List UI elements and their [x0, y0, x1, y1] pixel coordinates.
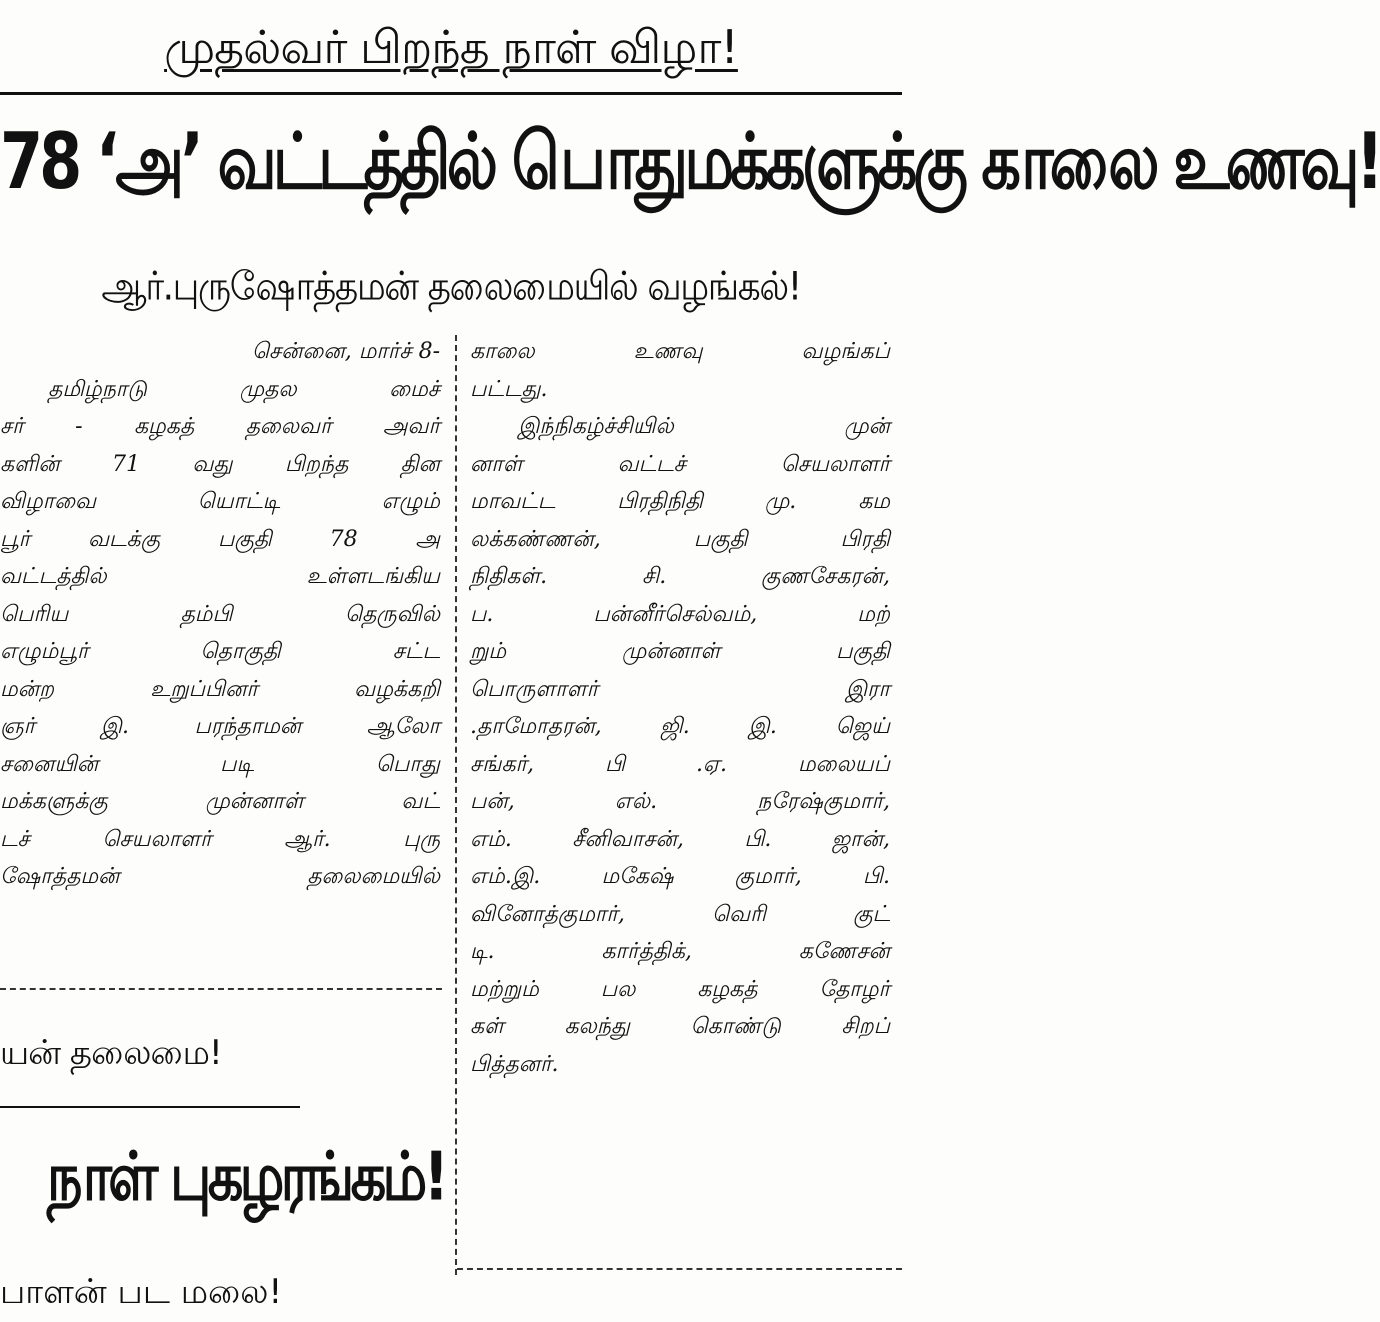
article-line: எம்.இ. மகேஷ் குமார், பி. [470, 864, 890, 889]
section-divider-left [0, 988, 442, 990]
article-right-column [470, 333, 890, 1083]
adjacent-article-rule [0, 1106, 300, 1108]
article-line: டச் செயலாளர் ஆர். புரு [0, 826, 440, 852]
article-line: பூர் வடக்கு பகுதி 78 அ [0, 526, 440, 552]
article-line: விழாவை யொட்டி எழும் [0, 489, 440, 514]
article-line: மக்களுக்கு முன்னாள் வட் [0, 789, 440, 814]
article-line: சங்கர், பி .ஏ. மலையப் [470, 751, 890, 777]
article-line: பொருளாளர் இரா [470, 676, 890, 702]
article-line: பன், எல். நரேஷ்குமார், [470, 789, 890, 814]
article-line: கள் கலந்து கொண்டு சிறப் [470, 1014, 890, 1039]
article-line: மன்ற உறுப்பினர் வழக்கறி [0, 676, 440, 702]
article-line: எழும்பூர் தொகுதி சட்ட [0, 639, 440, 664]
article-line: ப. பன்னீர்செல்வம், மற் [470, 601, 890, 627]
column-divider [455, 335, 457, 1275]
article-line: வட்டத்தில் உள்ளடங்கிய [0, 564, 440, 589]
article-line: பெரிய தம்பி தெருவில் [0, 601, 440, 627]
article-line: காலை உணவு வழங்கப் [470, 339, 890, 364]
article-line: இந்நிகழ்ச்சியில் முன் [518, 414, 890, 439]
article-line: சர் - கழகத் தலைவர் அவர் [0, 414, 440, 439]
section-divider-right [457, 1268, 902, 1270]
article-line: களின் 71 வது பிறந்த தின [0, 451, 440, 477]
kicker: முதல்வர் பிறந்த நாள் விழா! [164, 20, 738, 74]
article-line: சென்னை, மார்ச் 8- [251, 339, 440, 364]
article-line: னாள் வட்டச் செயலாளர் [470, 451, 890, 477]
adjacent-article-kicker: யன் தலைமை! [0, 1033, 222, 1073]
article-line: ஞர் இ. பரந்தாமன் ஆலோ [0, 714, 440, 739]
article-line: டி. கார்த்திக், கணேசன் [470, 939, 890, 964]
article-line: பித்தனர். [470, 1051, 559, 1077]
article-line: லக்கண்ணன், பகுதி பிரதி [470, 526, 890, 552]
article-line: சனையின் படி பொது [0, 751, 440, 777]
article-line: தமிழ்நாடு முதல மைச் [48, 376, 440, 402]
article-line: மற்றும் பல கழகத் தோழர் [470, 976, 890, 1002]
kicker-rule [0, 92, 902, 95]
article-line: நிதிகள். சி. குணசேகரன், [470, 564, 890, 589]
headline: 78 ‘அ’ வட்டத்தில் பொதுமக்களுக்கு காலை உணவு! [0, 115, 1380, 207]
article-line: பட்டது. [470, 376, 548, 402]
article-line: எம். சீனிவாசன், பி. ஜான், [470, 826, 890, 852]
adjacent-article-headline: நாள் புகழரங்கம்! [46, 1138, 445, 1217]
article-line: றும் முன்னாள் பகுதி [470, 639, 890, 664]
article-line: வினோத்குமார், வெரி குட் [470, 901, 890, 927]
article-line: ஷோத்தமன் தலைமையில் [0, 864, 440, 889]
article-line: .தாமோதரன், ஜி. இ. ஜெய் [470, 714, 890, 739]
adjacent-article-subheadline: பாளன் பட மலை! [0, 1272, 283, 1312]
subheadline: ஆர்.புருஷோத்தமன் தலைமையில் வழங்கல்! [101, 264, 801, 310]
article-line: மாவட்ட பிரதிநிதி மு. கம [470, 489, 890, 514]
article-left-column [0, 333, 440, 896]
